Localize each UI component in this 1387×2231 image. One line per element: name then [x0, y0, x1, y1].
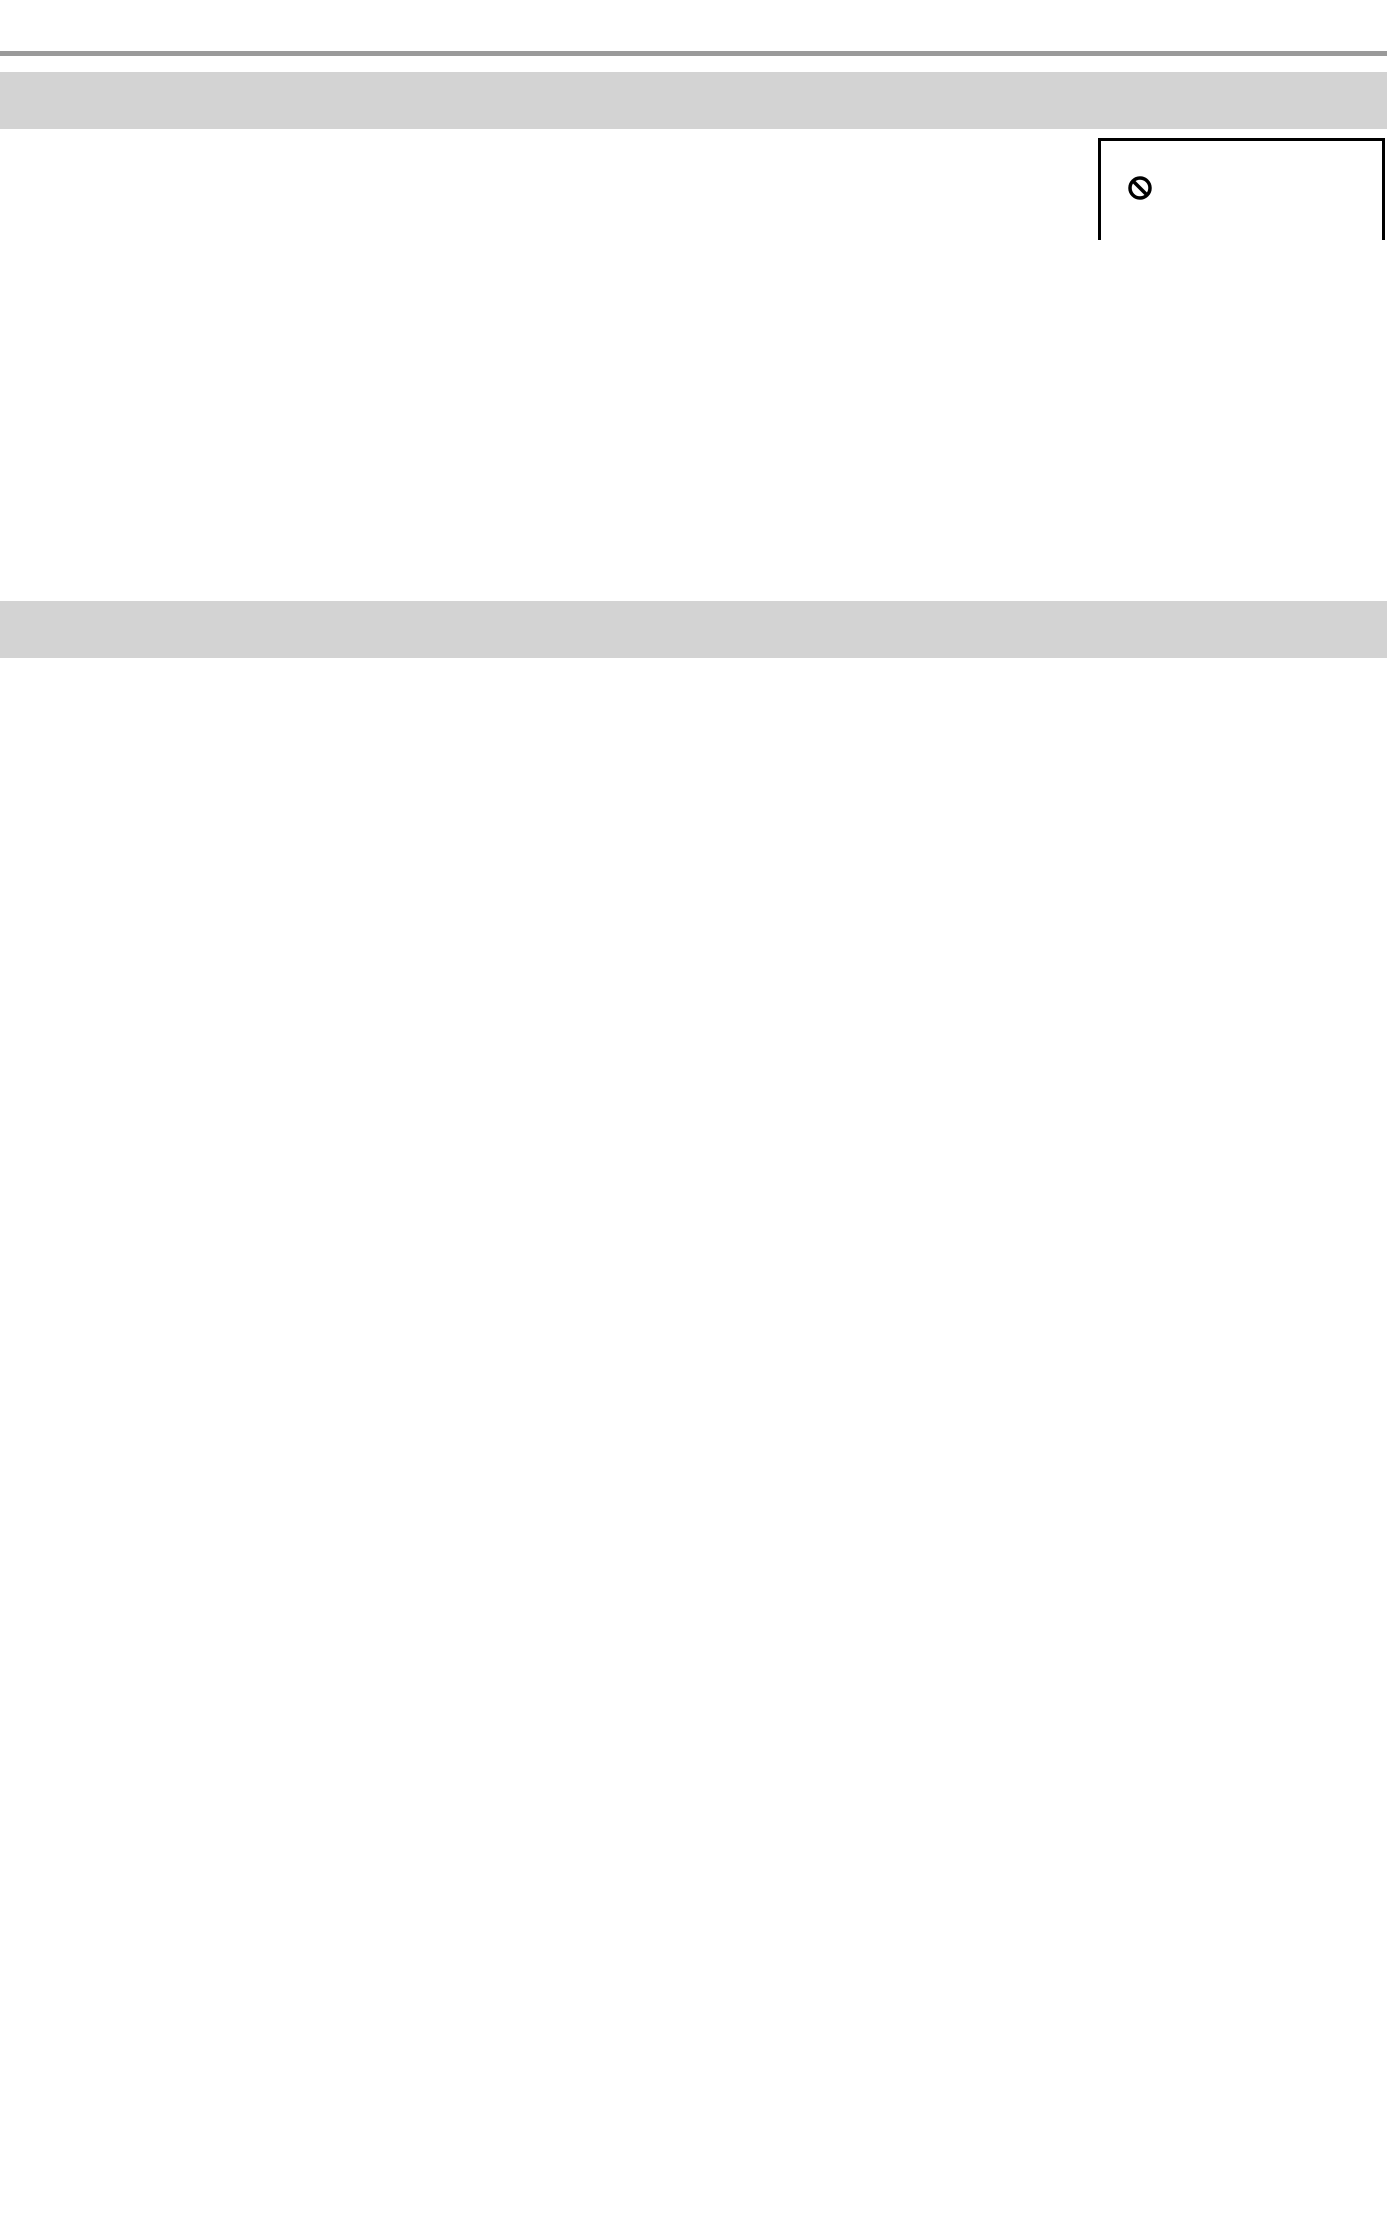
- section-header-legend: [0, 72, 1387, 129]
- prohibited-icon: [1127, 175, 1153, 201]
- tv-screen-illustration: [1098, 138, 1385, 240]
- title-divider: [0, 51, 1387, 56]
- section-header-features: [0, 601, 1387, 658]
